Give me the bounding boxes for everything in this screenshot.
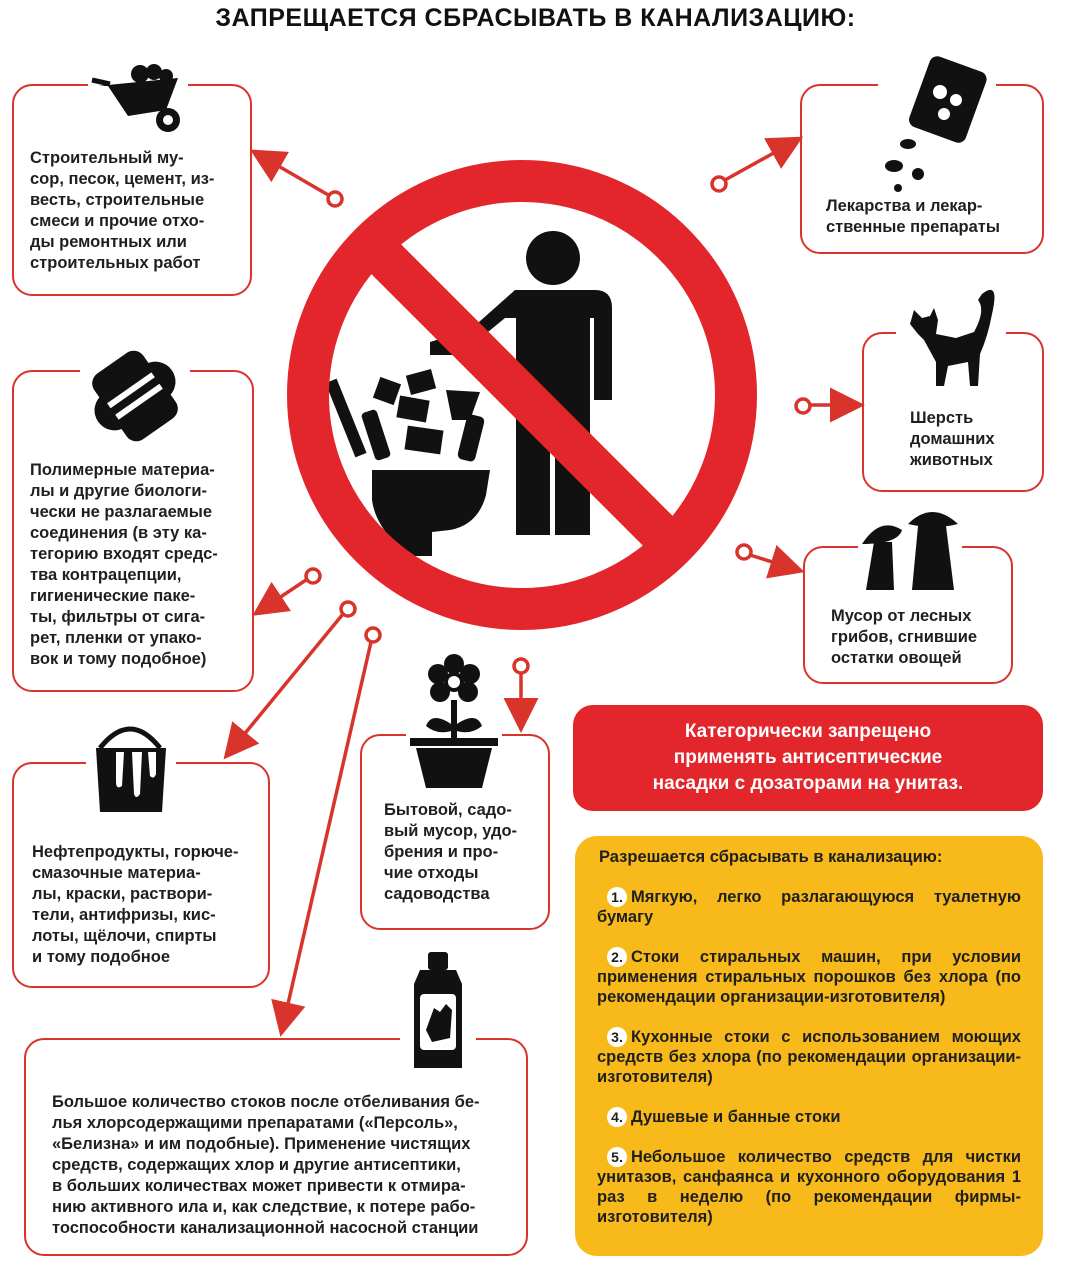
item-number: 3.	[607, 1027, 627, 1047]
item-text: Небольшое количество средств для чистки унитазов, санфаянса и кухонного оборудования 1 раз в неделю (по рекомендации фирмы-изготовителя)	[597, 1148, 1021, 1226]
item-text: Душевые и банные стоки	[631, 1108, 841, 1126]
list-item	[597, 947, 1021, 1007]
allowed-heading: Разрешается сбрасывать в канализацию:	[599, 848, 943, 866]
warning-banner: Категорически запрещено применять антисептические насадки с дозаторами на унитаз.	[573, 705, 1043, 811]
card-bleach-text: Большое количество стоков после отбеливания бе- лья хлорсодержащими препаратами («Персоль», «Белизна» и им подобные). Применение чистящих средств, содержащих хлор и другие антисептики, в больших количествах может привести к отмира- нию активного ила и, как следствие, к потере рабо- тоспособности канализационной насосной станции	[52, 1093, 480, 1237]
card-mushrooms-text: Мусор от лесных грибов, сгнившие остатки овощей	[831, 607, 978, 667]
item-text: Мягкую, легко разлагающуюся туалетную бумагу	[597, 888, 1021, 926]
item-number: 1.	[607, 887, 627, 907]
list-item	[597, 1147, 1021, 1227]
item-number: 2.	[607, 947, 627, 967]
item-text: Стоки стиральных машин, при условии применения стиральных порошков без хлора (по рекомендации организации-изготовителя)	[597, 948, 1021, 1006]
item-number: 5.	[607, 1147, 627, 1167]
card-oil-text: Нефтепродукты, горюче- смазочные материа- лы, краски, раствори- тели, антифризы, кис- лоты, щёлочи, спирты и тому подобное	[32, 843, 239, 966]
card-polymers-text: Полимерные материа- лы и другие биологи- чески не разлагаемые соединения (в эту ка- тегорию входят средс- тва контрацепции, гигиенические паке- ты, фильтры от сига- рет, пленки от упако- вок и тому подобное)	[30, 461, 218, 668]
item-number: 4.	[607, 1107, 627, 1127]
card-garden-text: Бытовой, садо- вый мусор, удо- брения и про- чие отходы садоводства	[384, 801, 518, 903]
list-item	[597, 1027, 1021, 1087]
allowed-list-box	[575, 836, 1043, 1256]
item-text: Кухонные стоки с использованием моющих средств без хлора (по рекомендации организации-изготовителя)	[597, 1028, 1021, 1086]
list-item	[597, 887, 1021, 927]
card-pet-hair-text: Шерсть домашних животных	[910, 409, 995, 469]
page-title: ЗАПРЕЩАЕТСЯ СБРАСЫВАТЬ В КАНАЛИЗАЦИЮ:	[215, 4, 856, 32]
card-medicine-text: Лекарства и лекар- ственные препараты	[826, 197, 1000, 236]
card-construction-text: Строительный му- сор, песок, цемент, из- весть, строительные смеси и прочие отхо- ды ремонтных или строительных работ	[30, 149, 215, 272]
list-item	[597, 1107, 1021, 1127]
